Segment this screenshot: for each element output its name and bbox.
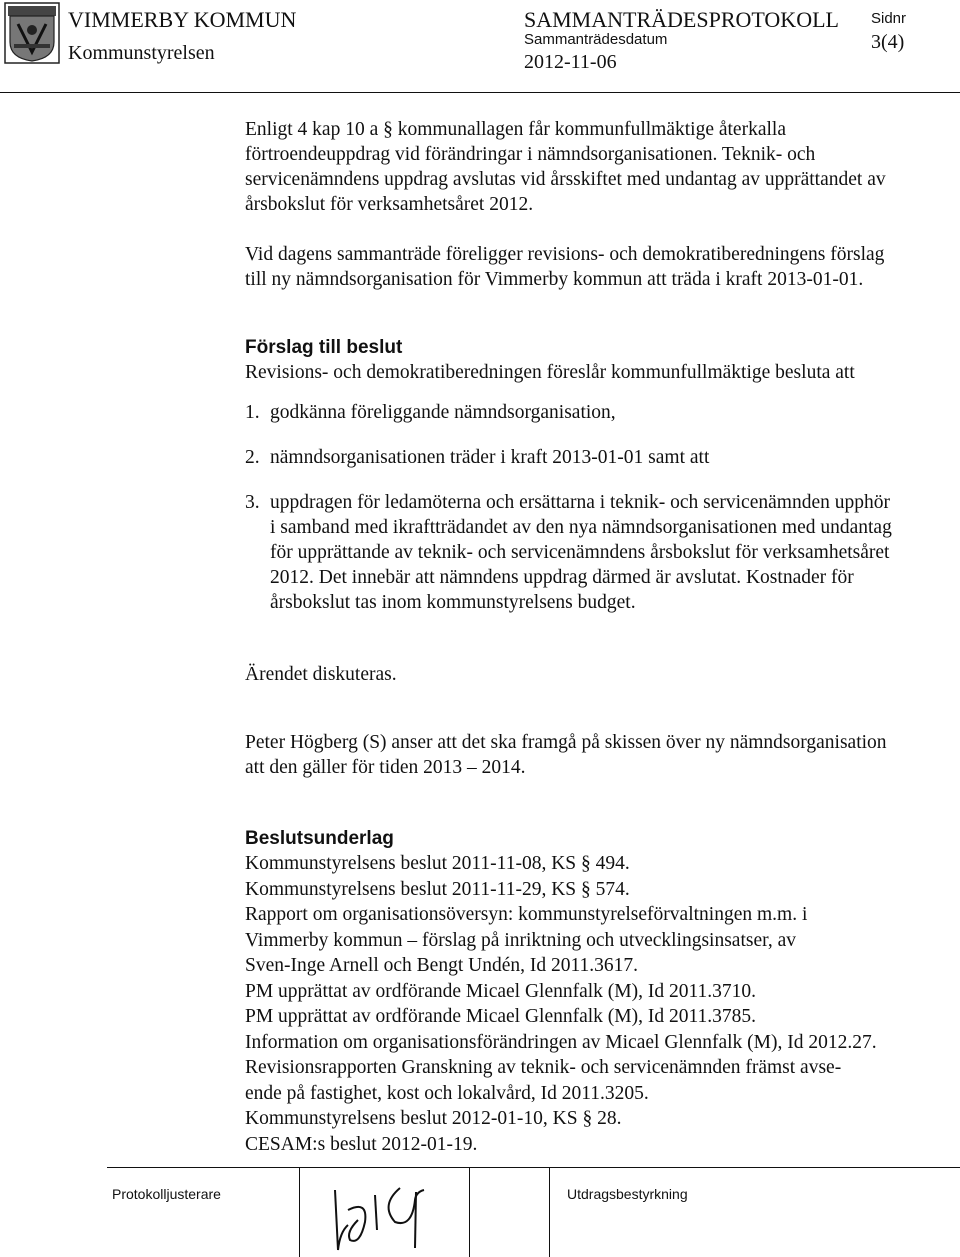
footer-divider-right bbox=[549, 1167, 550, 1257]
paragraph-proposal-context: Vid dagens sammanträde föreligger revisions- och demokratiberedningens förslag till ny nämndsorganisation för Vimmerby kommun att träda i kraft 2013-01-01. bbox=[245, 244, 885, 290]
paragraph-hogberg: Peter Högberg (S) anser att det ska framgå på skissen över ny nämndsorganisation att den gäller för tiden 2013 – 2014. bbox=[245, 732, 887, 778]
list-item: 1. godkänna föreliggande nämndsorganisation, bbox=[245, 402, 616, 423]
basis-line: Kommunstyrelsens beslut 2011-11-29, KS § 574. bbox=[245, 878, 630, 900]
footer-divider bbox=[107, 1167, 960, 1168]
basis-line: Rapport om organisationsöversyn: kommunstyrelseförvaltningen m.m. i bbox=[245, 904, 808, 925]
basis-line: Kommunstyrelsens beslut 2011-11-08, KS § 494. bbox=[245, 853, 630, 874]
basis-line: Sven-Inge Arnell och Bengt Undén, Id 2011.3617. bbox=[245, 955, 638, 976]
basis-line: PM upprättat av ordförande Micael Glennfalk (M), Id 2011.3710. bbox=[245, 980, 757, 1002]
header-divider bbox=[0, 92, 960, 93]
main-content bbox=[245, 117, 897, 1157]
basis-line: Vimmerby kommun – förslag på inriktning och utvecklingsinsatser, av bbox=[245, 929, 796, 951]
basis-line: Revisionsrapporten Granskning av teknik- och servicenämnden främst avse- bbox=[245, 1057, 842, 1078]
proposal-heading: Förslag till beslut bbox=[245, 337, 403, 358]
signature-icon bbox=[320, 1170, 460, 1255]
list-item: 2. nämndsorganisationen träder i kraft 2013-01-01 samt att bbox=[245, 447, 710, 468]
municipal-crest-icon bbox=[4, 2, 60, 64]
proposal-intro: Revisions- och demokratiberedningen föreslår kommunfullmäktige besluta att bbox=[245, 362, 855, 383]
committee-name: Kommunstyrelsen bbox=[68, 42, 215, 64]
discussion-note: Ärendet diskuteras. bbox=[245, 664, 397, 685]
basis-line: Information om organisationsförändringen av Micael Glennfalk (M), Id 2012.27. bbox=[245, 1031, 877, 1053]
document-type: SAMMANTRÄDESPROTOKOLL bbox=[524, 7, 839, 32]
extract-label: Utdragsbestyrkning bbox=[567, 1186, 688, 1202]
municipality-name: VIMMERBY KOMMUN bbox=[68, 7, 297, 32]
basis-line: ende på fastighet, kost och lokalvård, Id 2011.3205. bbox=[245, 1082, 649, 1104]
basis-line: CESAM:s beslut 2012-01-19. bbox=[245, 1133, 478, 1155]
basis-line: Kommunstyrelsens beslut 2012-01-10, KS § 28. bbox=[245, 1108, 622, 1129]
basis-list bbox=[245, 851, 897, 1157]
page-header bbox=[0, 0, 960, 73]
decision-list bbox=[245, 400, 897, 615]
meeting-date-label: Sammanträdesdatum bbox=[524, 31, 668, 48]
checker-label: Protokolljusterare bbox=[112, 1186, 221, 1202]
page-number: 3(4) bbox=[871, 31, 905, 53]
list-item: 3. uppdragen för ledamöterna och ersättarna i teknik- och servicenämnden upphör i samband med ikraftträdandet av den nya nämndsorganisationen med undantag för upprättande av teknik- och servicenämndens årsbokslut för verksamhetsåret 2012. Det innebär att nämndens uppdrag därmed är avslutat. Kostnader för årsbokslut tas inom kommunstyrelsens budget. bbox=[245, 492, 892, 613]
meeting-date: 2012-11-06 bbox=[524, 51, 617, 73]
basis-heading: Beslutsunderlag bbox=[245, 828, 394, 849]
page-number-label: Sidnr bbox=[871, 10, 907, 27]
footer-divider-left bbox=[299, 1167, 300, 1257]
footer-divider-mid bbox=[469, 1167, 470, 1257]
basis-line: PM upprättat av ordförande Micael Glennfalk (M), Id 2011.3785. bbox=[245, 1006, 757, 1027]
paragraph-recall-assignments: Enligt 4 kap 10 a § kommunallagen får kommunfullmäktige återkalla förtroendeuppdrag vid förändringar i nämndsorganisationen. Teknik- och servicenämndens uppdrag avslutas vid årsskiftet med undantag av upprättandet av årsbokslut för verksamhetsåret 2012. bbox=[245, 119, 886, 215]
